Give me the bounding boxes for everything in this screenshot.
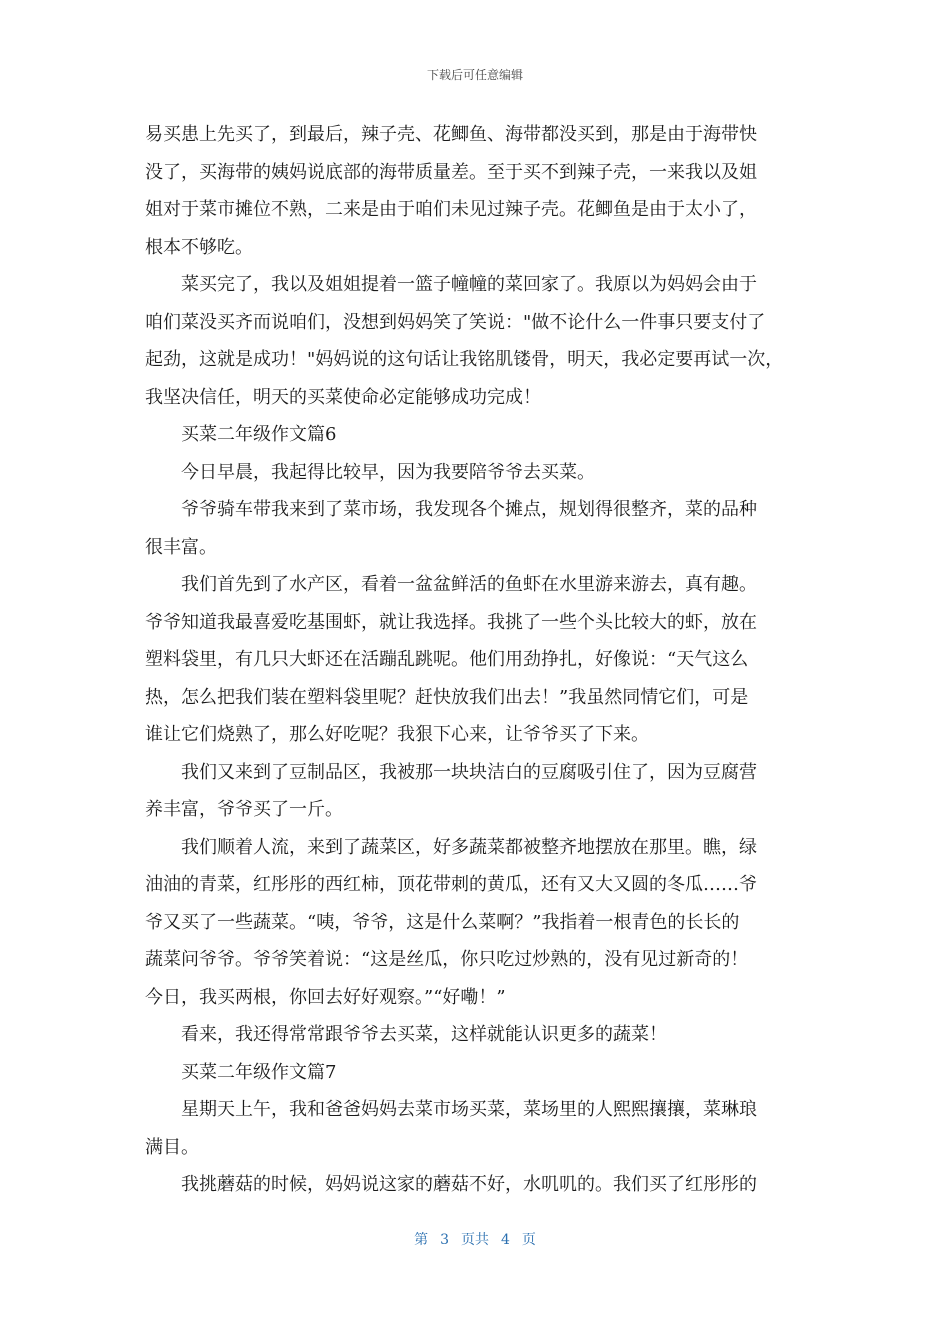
- text-line: 我们首先到了水产区，看着一盆盆鲜活的鱼虾在水里游来游去，真有趣。: [181, 574, 757, 595]
- text-line: 满目。: [145, 1136, 199, 1158]
- document-body: [145, 116, 805, 1204]
- text-line: 根本不够吃。: [145, 236, 253, 258]
- text-line: 星期天上午，我和爸爸妈妈去菜市场买菜，菜场里的人熙熙攘攘，菜琳琅: [181, 1099, 757, 1120]
- text-line: 很丰富。: [145, 536, 217, 558]
- page-header: 下载后可任意编辑: [426, 68, 523, 82]
- text-line: 我们顺着人流，来到了蔬菜区，好多蔬菜都被整齐地摆放在那里。瞧，绿: [181, 836, 757, 858]
- text-line: 我挑蘑菇的时候，妈妈说这家的蘑菇不好，水叽叽的。我们买了红彤彤的: [181, 1174, 757, 1195]
- text-line: 起劲，这就是成功！"妈妈说的这句话让我铭肌镂骨，明天，我必定要再试一次，: [145, 349, 784, 370]
- text-line: 姐对于菜市摊位不熟，二来是由于咱们未见过辣子壳。花鲫鱼是由于太小了，: [145, 199, 757, 220]
- text-line: 菜买完了，我以及姐姐提着一篮子幢幢的菜回家了。我原以为妈妈会由于: [181, 274, 757, 295]
- footer-current-page: 3: [440, 1232, 449, 1248]
- text-line: 易买患上先买了，到最后，辣子壳、花鲫鱼、海带都没买到，那是由于海带快: [145, 124, 757, 145]
- text-line: 油油的青菜，红彤彤的西红柿，顶花带刺的黄瓜，还有又大又圆的冬瓜……爷: [145, 874, 757, 895]
- text-line: 养丰富，爷爷买了一斤。: [145, 799, 343, 820]
- text-line: 蔬菜问爷爷。爷爷笑着说：“这是丝瓜，你只吃过炒熟的，没有见过新奇的！: [145, 949, 749, 970]
- text-line: 买菜二年级作文篇6: [181, 424, 337, 445]
- text-line: 爷爷骑车带我来到了菜市场，我发现各个摊点，规划得很整齐，菜的品种: [181, 499, 757, 520]
- text-line: 爷爷知道我最喜爱吃基围虾，就让我选择。我挑了一些个头比较大的虾，放在: [145, 611, 757, 633]
- text-line: 没了，买海带的姨妈说底部的海带质量差。至于买不到辣子壳，一来我以及姐: [145, 161, 757, 183]
- text-line: 谁让它们烧熟了，那么好吃呢？我狠下心来，让爷爷买了下来。: [145, 724, 649, 745]
- footer-word-page: 第: [414, 1232, 429, 1248]
- text-line: 塑料袋里，有几只大虾还在活蹦乱跳呢。他们用劲挣扎，好像说：“天气这么: [145, 649, 749, 670]
- text-line: 买菜二年级作文篇7: [181, 1061, 337, 1083]
- text-line: 热，怎么把我们装在塑料袋里呢？赶快放我们出去！”我虽然同情它们，可是: [145, 686, 749, 708]
- text-line: 我们又来到了豆制品区，我被那一块块洁白的豆腐吸引住了，因为豆腐营: [181, 761, 757, 783]
- footer-word-of: 页共: [461, 1232, 489, 1248]
- footer-total-pages: 4: [501, 1232, 510, 1248]
- text-line: 我坚决信任，明天的买菜使命必定能够成功完成！: [145, 386, 541, 408]
- text-line: 爷又买了一些蔬菜。“咦，爷爷，这是什么菜啊？”我指着一根青色的长长的: [145, 911, 740, 933]
- footer-word-end: 页: [521, 1232, 536, 1248]
- text-line: 咱们菜没买齐而说咱们，没想到妈妈笑了笑说："做不论什么一件事只要支付了: [145, 311, 766, 333]
- text-line: 看来，我还得常常跟爷爷去买菜，这样就能认识更多的蔬菜！: [181, 1024, 667, 1045]
- page-footer: [0, 1229, 950, 1249]
- text-line: 今日早晨，我起得比较早，因为我要陪爷爷去买菜。: [181, 461, 595, 483]
- text-line: 今日，我买两根，你回去好好观察。”“好嘞！”: [145, 986, 506, 1008]
